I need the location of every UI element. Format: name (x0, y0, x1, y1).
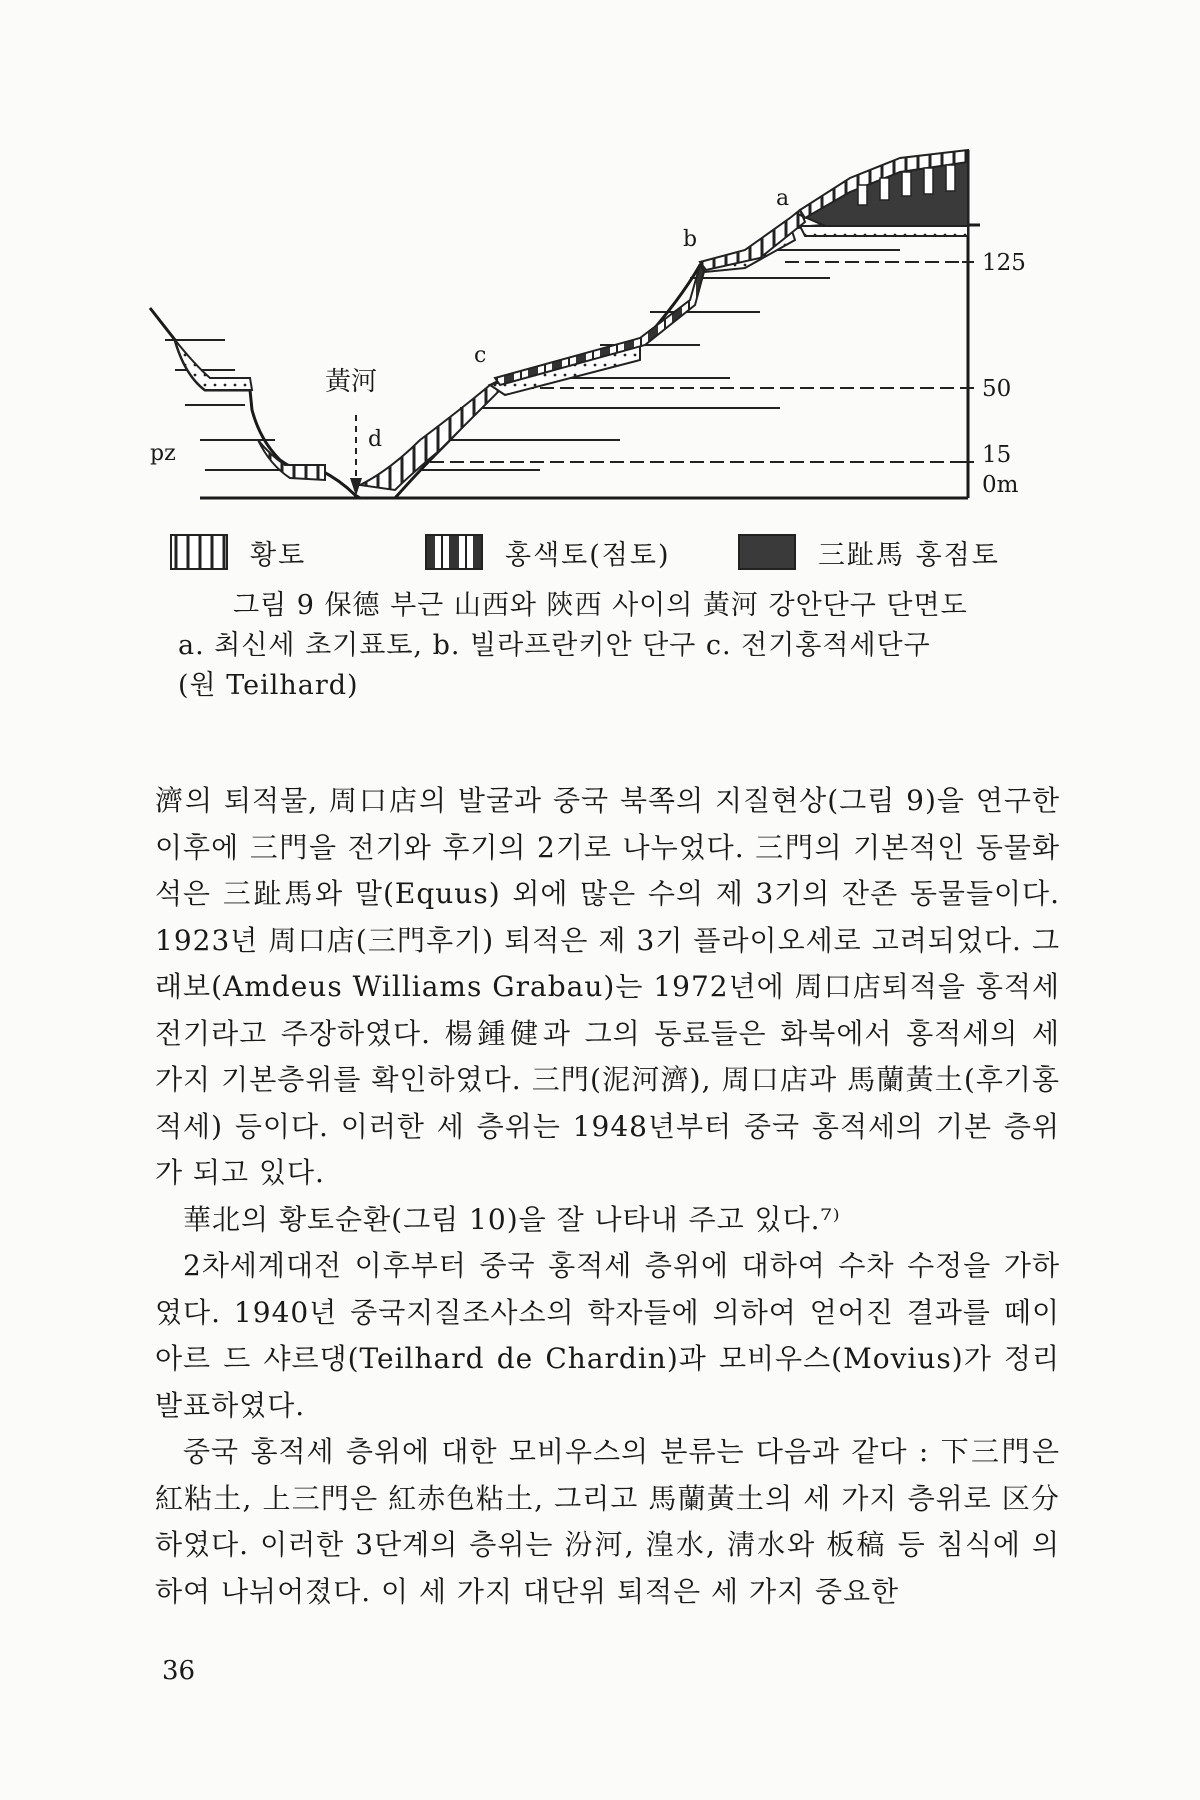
legend-label-loess: 황토 (250, 539, 307, 571)
terrace-a-base (800, 226, 968, 236)
caption-line-3: (원 Teilhard) (178, 670, 359, 701)
elevation-15: 15 (982, 442, 1012, 468)
figure-caption (178, 586, 1078, 706)
page-number: 36 (162, 1656, 196, 1686)
label-d: d (368, 427, 383, 452)
left-loess-cover (175, 340, 252, 390)
elevation-0m: 0m (982, 472, 1019, 498)
legend-item-hipparion-clay (738, 534, 1000, 570)
paragraph-4: 중국 홍적세 층위에 대한 모비우스의 분류는 다음과 같다 : 下三門은 紅粘土, 上三門은 紅赤色粘土, 그리고 馬蘭黃土의 세 가지 층위로 区分하였다. 이러한 3단계의 층위는 汾河, 湟水, 淸水와 板稿 등 침식에 의하여 나뉘어졌다. 이 세 가지 대단위 퇴적은 세 가지 중요한 (155, 1435, 1060, 1608)
legend-swatch-hipparion-clay (738, 534, 796, 570)
caption-line-1: 그림 9 保德 부근 山西와 陝西 사이의 黃河 강안단구 단면도 (233, 590, 968, 621)
legend-swatch-red-clay (425, 534, 483, 570)
caption-line-2: a. 최신세 초기표토, b. 빌라프란키안 단구 c. 전기홍적세단구 (178, 630, 931, 661)
legend-label-hipparion-clay: 三趾馬 홍점토 (818, 539, 1000, 571)
legend-item-loess (170, 534, 306, 570)
terrace-cross-section-diagram (0, 0, 1200, 530)
label-pz: pz (150, 441, 176, 466)
elevation-125: 125 (982, 250, 1026, 276)
bedrock-strata (165, 250, 900, 470)
paragraph-3: 2차세계대전 이후부터 중국 홍적세 층위에 대하여 수차 수정을 가하였다. 1940년 중국지질조사소의 학자들에 의하여 얻어진 결과를 떼이아르 드 샤르댕(Teilhard de Chardin)과 모비우스(Movius)가 정리 발표하였다. (155, 1249, 1060, 1422)
label-river: 黃河 (325, 367, 378, 397)
legend-swatch-loess (170, 534, 228, 570)
label-a: a (776, 186, 790, 211)
legend-label-red-clay: 홍색토(점토) (505, 539, 671, 571)
body-text (155, 778, 1060, 1615)
label-b: b (683, 227, 698, 252)
elevation-50: 50 (982, 376, 1012, 402)
legend-item-red-clay (425, 534, 670, 570)
elevation-guides (410, 262, 965, 462)
paragraph-1: 濟의 퇴적물, 周口店의 발굴과 중국 북쪽의 지질현상(그림 9)을 연구한 이후에 三門을 전기와 후기의 2기로 나누었다. 三門의 기본적인 동물화석은 三趾馬와 말(Equus) 외에 많은 수의 제 3기의 잔존 동물들이다. 1923년 周口店(三門후기) 퇴적은 제 3기 플라이오세로 고려되었다. 그래보(Amdeus Williams Grabau)는 1972년에 周口店퇴적을 홍적세 전기라고 주장하였다. 楊鍾健과 그의 동료들은 화북에서 홍적세의 세 가지 기본층위를 확인하였다. 三門(泥河濟), 周口店과 馬蘭黃土(후기홍적세) 등이다. 이러한 세 층위는 1948년부터 중국 홍적세의 기본 층위가 되고 있다. (155, 784, 1060, 1189)
label-c: c (474, 343, 487, 368)
paragraph-2: 華北의 황토순환(그림 10)을 잘 나타내 주고 있다.⁷⁾ (183, 1202, 841, 1236)
